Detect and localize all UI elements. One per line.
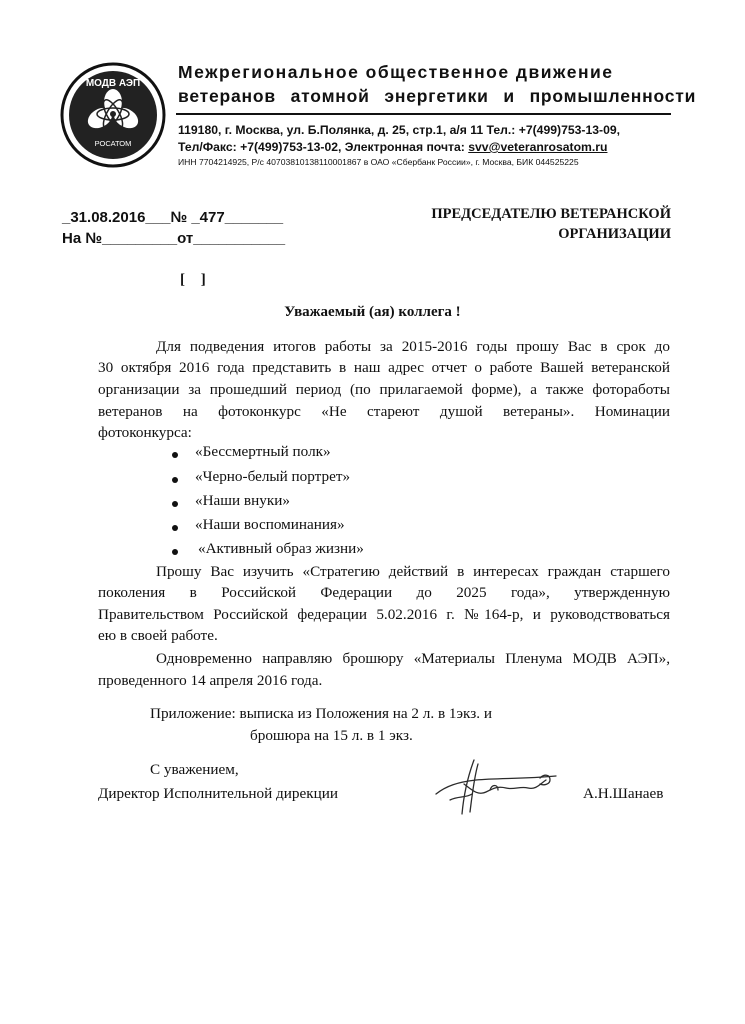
para3-line2: проведенного 14 апреля 2016 года. [98,672,323,689]
para2-line1: Прошу Вас изучить «Стратегию действий в интересах граждан старшего [156,563,670,580]
organization-address: 119180, г. Москва, ул. Б.Полянка, д. 25, стр.1, а/я 11 Тел.: +7(499)753-13-09, [178,123,621,137]
addressee-line2: ОРГАНИЗАЦИИ [558,226,671,242]
organization-logo [60,62,166,168]
organization-name-line1: Межрегиональное общественное движение [178,62,614,82]
bullet-icon [172,477,178,483]
logo-text-top: МОДВ АЭП [85,78,141,89]
nomination-item: «Бессмертный полк» [195,443,331,460]
para1-line1: Для подведения итогов работы за 2015-2016 годы прошу Вас в срок до [156,338,670,355]
organization-contacts [178,140,607,154]
letterhead-divider [176,113,671,115]
outgoing-reference: _31.08.2016___№ _477_______ [62,209,284,226]
bullet-icon [172,549,178,555]
salutation: Уважаемый (ая) коллега ! [284,304,461,320]
addressee-line1: ПРЕДСЕДАТЕЛЮ ВЕТЕРАНСКОЙ [431,206,671,222]
nomination-item: «Наши внуки» [195,492,290,509]
para3-line1: Одновременно направляю брошюру «Материалы Пленума МОДВ АЭП», [156,650,670,667]
nomination-item: «Наши воспоминания» [195,516,345,533]
handwritten-signature [428,756,566,818]
fax-label: Тел/Факс: +7(499)753-13-02, Электронная почта: [178,140,469,154]
para1-line5: фотоконкурса: [98,424,192,441]
organization-name-line2: ветеранов атомной энергетики и промышленности [178,86,697,106]
attachment-line2: брошюра на 15 л. в 1 экз. [250,727,413,744]
bullet-icon [172,525,178,531]
para1-line3: организации за прошедший период (по прилагаемой форме), а также фотоработы [98,381,670,398]
attachment-line1: Приложение: выписка из Положения на 2 л. в 1экз. и [150,705,492,722]
signatory-name: А.Н.Шанаев [583,785,664,802]
bank-details: ИНН 7704214925, Р/с 40703810138110001867 в ОАО «Сбербанк России», г. Москва, БИК 044525225 [178,157,579,167]
para1-line4: ветеранов на фотоконкурс «Не стареют душой ветераны». Номинации [98,403,670,420]
para2-line4: ею в своей работе. [98,627,218,644]
brackets-mark: [ ] [180,272,212,288]
logo-text-bottom: РОСАТОМ [94,139,132,148]
bullet-icon [172,501,178,507]
incoming-reference: На №_________от___________ [62,230,286,247]
bullet-icon [172,452,178,458]
para2-line2: поколения в Российской Федерации до 2025 года», утвержденную [98,584,670,601]
closing-regards: С уважением, [150,761,239,778]
para2-line3: Правительством Российской федерации 5.02.2016 г. №164-р, и руководствоваться [98,606,670,623]
nomination-item: «Активный образ жизни» [198,540,364,557]
email-link[interactable]: svv@veteranrosatom.ru [468,140,608,154]
nomination-item: «Черно-белый портрет» [195,468,351,485]
para1-line2: 30 октября 2016 года представить в наш адрес отчет о работе Вашей ветеранской [98,359,670,376]
signatory-position: Директор Исполнительной дирекции [98,785,338,802]
